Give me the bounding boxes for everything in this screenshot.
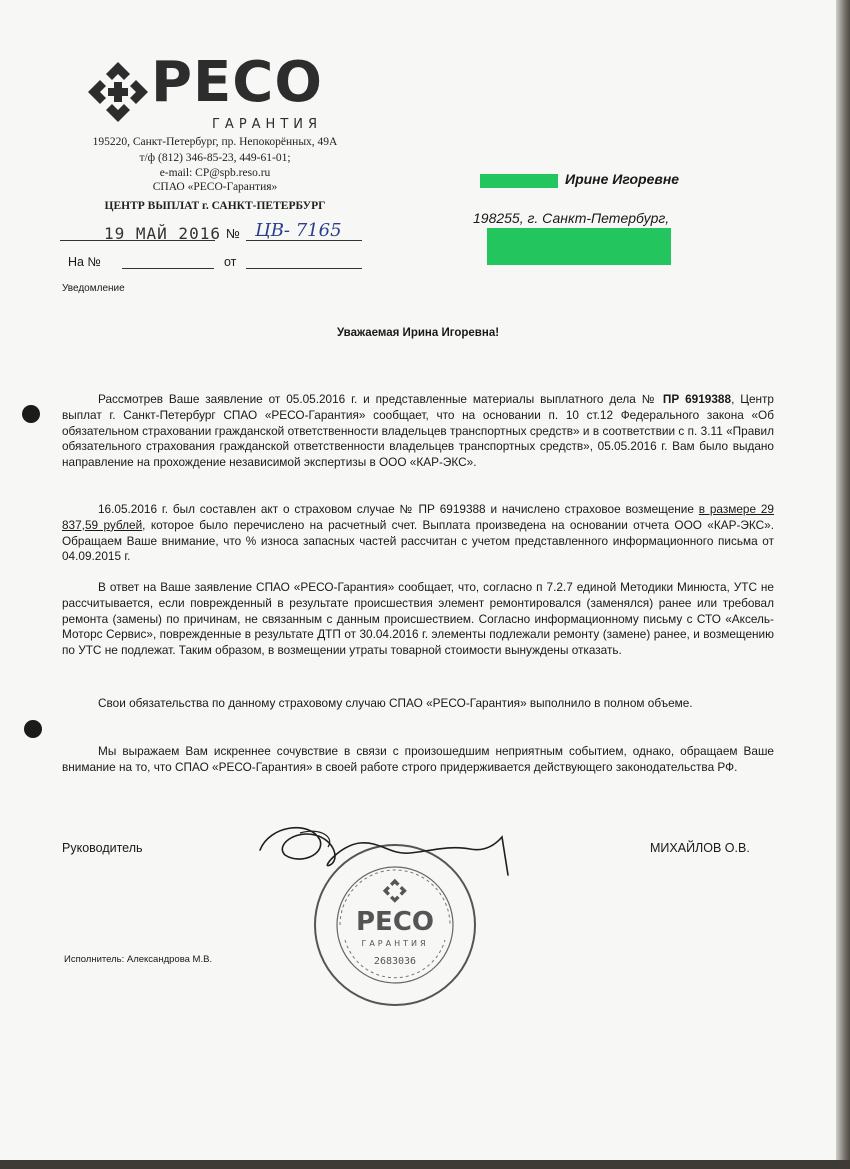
p4-text: Свои обязательства по данному страховому случаю СПАО «РЕСО-Гарантия» выполнило в полном объеме. (98, 696, 693, 710)
reply-to-label: На № (68, 255, 101, 269)
redaction-surname (480, 174, 558, 188)
paragraph-5 (62, 744, 774, 776)
seal-logo-text: РЕСО (356, 907, 434, 937)
department-name: ЦЕНТР ВЫПЛАТ г. САНКТ-ПЕТЕРБУРГ (104, 200, 326, 212)
paragraph-1 (62, 392, 774, 471)
greeting: Уважаемая Ирина Игоревна! (336, 327, 500, 339)
seal-subtext: ГАРАНТИЯ (361, 939, 429, 948)
reso-logo (86, 50, 346, 132)
logo-subtext: ГАРАНТИЯ (212, 117, 323, 132)
punch-hole (22, 405, 40, 423)
paragraph-4 (62, 696, 774, 712)
page-edge-shadow (836, 0, 850, 1169)
p3-text: В ответ на Ваше заявление СПАО «РЕСО-Гарантия» сообщает, что, согласно п 7.2.7 единой Методики Минюста, УТС не рассчитывается, если поврежденный в результате происшествия элемент ремонтировался (заменялся) ранее или требовал ремонта (замены) по причинам, не связанным с данным происшествием. Согласно информационному письму с СТО «Аксель-Моторс Сервис», поврежденные в результате ДТП от 30.04.2016 г. элементы подлежали ремонту (замене) ранее, и возмещению по УТС не подлежат. Таким образом, в возмещении утраты товарной стоимости вынуждены отказать. (62, 580, 774, 658)
paragraph-3 (62, 580, 774, 659)
company-address (70, 135, 360, 182)
company-name: СПАО «РЕСО-Гарантия» (152, 181, 278, 193)
reply-to-underline (122, 268, 214, 269)
signatory-name: МИХАЙЛОВ О.В. (650, 841, 750, 855)
punch-hole (24, 720, 42, 738)
phone-line: т/ф (812) 346-85-23, 449-61-01; (139, 151, 291, 164)
logo-wordmark: РЕСО (151, 50, 323, 115)
address-line: 195220, Санкт-Петербург, пр. Непокорённых, 49А (92, 136, 338, 148)
number-label: № (226, 226, 240, 241)
p2-text-a: 16.05.2016 г. был составлен акт о страховом случае № ПР 6919388 и начислено страховое возмещение (98, 502, 699, 516)
recipient-address: 198255, г. Санкт-Петербург, (473, 210, 670, 226)
seal-number: 2683036 (373, 956, 417, 967)
signatory-title: Руководитель (62, 841, 143, 855)
handwritten-signature (240, 815, 560, 895)
paragraph-2 (62, 502, 774, 565)
from-underline (246, 268, 362, 269)
recipient-name: Ирине Игоревне (565, 171, 680, 187)
document-type: Уведомление (62, 283, 125, 294)
reso-emblem-icon (86, 60, 150, 124)
email-line: e-mail: CP@spb.reso.ru (159, 167, 271, 179)
p2-text-b: , которое было перечислено на расчетный счет. Выплата произведена на основании отчета ООО «КАР-ЭКС». Обращаем Ваше внимание, что % износа запасных частей рассчитан с учетом представленного информационного письма от 04.09.2015 г. (62, 517, 774, 564)
outgoing-number: ЦВ- 7165 (255, 220, 342, 241)
case-number: ПР 6919388 (662, 392, 732, 406)
date-stamp: 19 МАЙ 2016 (104, 224, 221, 243)
payout-amount: в размере 29 837,59 рублей (62, 502, 774, 532)
p1-text-b: , Центр выплат г. Санкт-Петербург СПАО «РЕСО-Гарантия» сообщает, что на основании п. 10 ст.12 Федерального закона «Об обязательном страховании гражданской ответственности владельцев транспортных средств» и в соответствии с п. 3.11 «Правил обязательного страхования гражданской ответственности владельцев транспортных средств», 05.05.2016 г. Вам было выдано направление на прохождение независимой экспертизы в ООО «КАР-ЭКС». (62, 392, 774, 470)
executor-line: Исполнитель: Александрова М.В. (64, 954, 213, 965)
p1-text-a: Рассмотрев Ваше заявление от 05.05.2016 г. и представленные материалы выплатного дела № (98, 392, 663, 406)
from-label: от (224, 255, 237, 269)
scan-bottom-edge (0, 1160, 850, 1169)
redaction-address (487, 228, 671, 265)
p5-text: Мы выражаем Вам искреннее сочувствие в связи с произошедшим неприятным событием, однако, обращаем Ваше внимание на то, что СПАО «РЕСО-Гарантия» в своей работе строго придерживается действующего законодательства РФ. (62, 744, 774, 774)
